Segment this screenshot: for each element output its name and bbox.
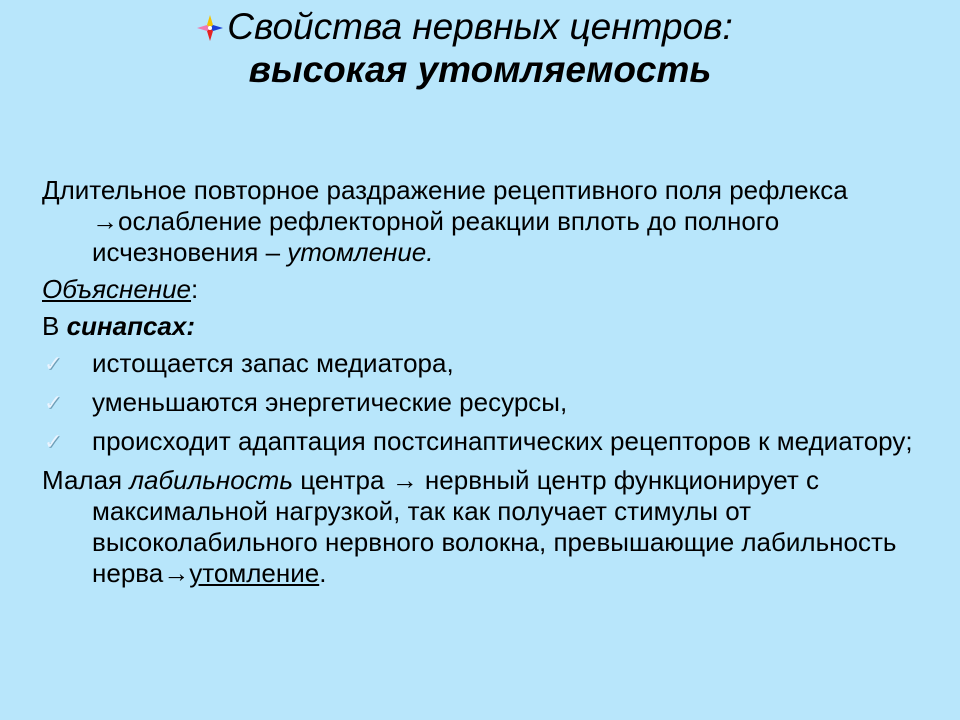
title-text-1: Свойства нервных центров: [227, 6, 733, 47]
list-item-text: происходит адаптация постсинаптических рецепторов к медиатору; [92, 426, 913, 456]
paragraph-synapses [42, 311, 922, 342]
term-synapses: синапсах: [66, 311, 196, 341]
paragraph-text: Длительное повторное раздражение рецептивного поля рефлекса →ослабление рефлекторной реакции вплоть до полного исчезновения – [42, 175, 848, 267]
term-fatigue-end: утомление [189, 558, 320, 588]
list-item [42, 426, 922, 457]
slide-body [42, 175, 922, 595]
checkmark-icon: ✓ [44, 429, 63, 454]
checkmark-icon: ✓ [44, 390, 63, 415]
explanation-label: Объяснение [42, 274, 192, 304]
synapses-prefix: В [42, 311, 67, 341]
paragraph-explanation [42, 274, 922, 305]
explanation-colon: : [191, 274, 199, 304]
checkmark-icon: ✓ [44, 351, 63, 376]
paragraph-lability [42, 465, 922, 589]
slide-title [0, 6, 960, 90]
lability-prefix: Малая [42, 465, 130, 495]
paragraph-fatigue-definition [42, 175, 922, 268]
four-color-star-bullet-icon [197, 15, 223, 41]
lability-text: центра → нервный центр функционирует с максимальной нагрузкой, так как получает стимулы от высоколабильного нервного волокна, превышающие лабильность нерва→ [92, 465, 897, 588]
list-item [42, 387, 922, 418]
title-line-1 [227, 6, 733, 48]
term-lability: лабильность [129, 465, 293, 495]
term-fatigue: утомление. [287, 237, 434, 267]
list-item-text: истощается запас медиатора, [92, 348, 454, 378]
title-line-2: высокая утомляемость [248, 49, 712, 90]
lability-end-punct: . [319, 558, 327, 588]
list-item [42, 348, 922, 379]
list-item-text: уменьшаются энергетические ресурсы, [92, 387, 568, 417]
